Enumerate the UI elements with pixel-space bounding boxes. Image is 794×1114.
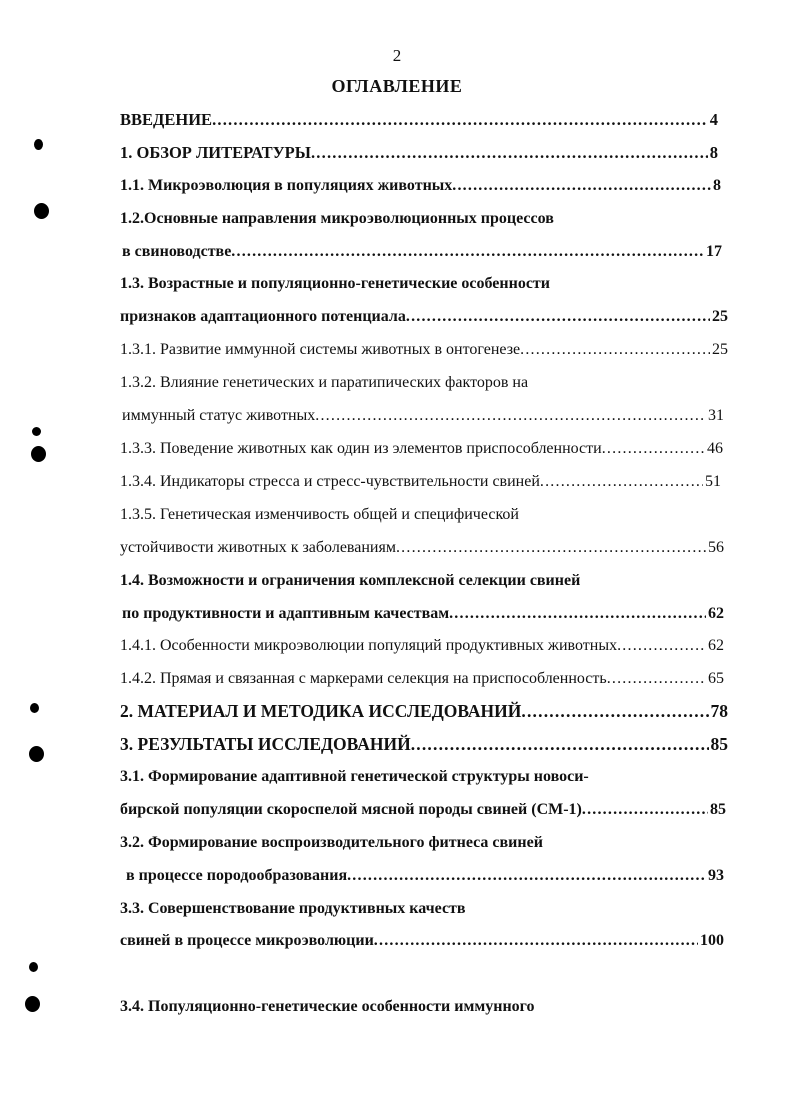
toc-leader-dots bbox=[602, 437, 705, 461]
toc-entry-page: 4 bbox=[709, 110, 718, 129]
toc-entry-page: 93 bbox=[708, 867, 724, 884]
toc-entry-page: 25 bbox=[712, 341, 728, 358]
toc-entry-3-3-line1: 3.3. Совершенствование продуктивных качеств bbox=[120, 900, 466, 917]
toc-entry-text: признаков адаптационного потенциала bbox=[120, 308, 406, 325]
toc-entry-text: 2. МАТЕРИАЛ И МЕТОДИКА ИССЛЕДОВАНИЙ bbox=[120, 701, 522, 721]
toc-entry-literature-review bbox=[120, 141, 718, 165]
toc-leader-dots bbox=[212, 108, 708, 132]
binder-hole-mark bbox=[31, 446, 46, 462]
toc-entry-1-3-3 bbox=[120, 437, 723, 461]
toc-entry-materials-methods bbox=[120, 699, 728, 723]
toc-leader-dots bbox=[520, 338, 710, 362]
toc-entry-1-3-line1: 1.3. Возрастные и популяционно-генетические особенности bbox=[120, 275, 550, 292]
toc-leader-dots bbox=[452, 174, 711, 198]
toc-entry-text: 3. РЕЗУЛЬТАТЫ ИССЛЕДОВАНИЙ bbox=[120, 734, 411, 754]
toc-entry-1-3-5-line2 bbox=[120, 536, 724, 560]
binder-hole-mark bbox=[29, 746, 44, 762]
toc-entry-1-3-2-line2 bbox=[122, 404, 724, 428]
toc-entry-1-2-line1: 1.2.Основные направления микроэволюционных процессов bbox=[120, 210, 554, 227]
toc-entry-1-3-2-line1: 1.3.2. Влияние генетических и паратипических факторов на bbox=[120, 374, 529, 391]
toc-entry-page: 51 bbox=[705, 473, 721, 490]
toc-leader-dots bbox=[449, 602, 706, 626]
toc-entry-1-3-5-line1: 1.3.5. Генетическая изменчивость общей и специфической bbox=[120, 506, 519, 523]
toc-entry-page: 8 bbox=[713, 177, 721, 194]
page-title: ОГЛАВЛЕНИЕ bbox=[331, 76, 463, 96]
toc-entry-1-4-2 bbox=[120, 667, 724, 691]
toc-entry-1-4-line2 bbox=[122, 602, 724, 626]
toc-entry-page: 100 bbox=[700, 932, 724, 949]
toc-entry-text: 1.3.3. Поведение животных как один из элементов приспособленности bbox=[120, 440, 602, 457]
binder-hole-mark bbox=[34, 139, 43, 150]
toc-entry-introduction bbox=[120, 108, 718, 132]
toc-leader-dots bbox=[406, 305, 710, 329]
toc-entry-page: 65 bbox=[708, 670, 724, 687]
toc-leader-dots bbox=[396, 536, 706, 560]
toc-leader-dots bbox=[347, 864, 706, 888]
toc-entry-text: в процессе породообразования bbox=[126, 867, 348, 884]
toc-entry-3-4-line1: 3.4. Популяционно-генетические особенности иммунного bbox=[120, 998, 535, 1015]
toc-entry-text: 1.3.4. Индикаторы стресса и стресс-чувствительности свиней bbox=[120, 473, 540, 490]
toc-entry-page: 8 bbox=[709, 143, 718, 162]
toc-leader-dots bbox=[411, 732, 709, 756]
toc-entry-text: 1.4.2. Прямая и связанная с маркерами селекция на приспособленность bbox=[120, 670, 607, 687]
binder-hole-mark bbox=[25, 996, 40, 1012]
toc-entry-1-2-line2 bbox=[122, 240, 722, 264]
toc-entry-1-4-line1: 1.4. Возможности и ограничения комплексной селекции свиней bbox=[120, 572, 581, 589]
toc-entry-page: 85 bbox=[710, 801, 726, 818]
toc-entry-text: 1.4.1. Особенности микроэволюции популяций продуктивных животных bbox=[120, 637, 618, 654]
toc-entry-page: 78 bbox=[710, 701, 728, 721]
binder-hole-mark bbox=[29, 962, 38, 972]
toc-leader-dots bbox=[521, 699, 708, 723]
toc-entry-page: 62 bbox=[708, 637, 724, 654]
binder-hole-mark bbox=[30, 703, 39, 713]
toc-entry-text: 1.1. Микроэволюция в популяциях животных bbox=[120, 177, 453, 194]
toc-entry-page: 56 bbox=[708, 539, 724, 556]
toc-entry-text: свиней в процессе микроэволюции bbox=[120, 932, 374, 949]
toc-entry-1-3-1 bbox=[120, 338, 728, 362]
toc-leader-dots bbox=[311, 141, 708, 165]
toc-entry-page: 62 bbox=[708, 605, 724, 622]
binder-hole-mark bbox=[32, 427, 41, 436]
toc-entry-text: бирской популяции скороспелой мясной породы свиней (СМ-1) bbox=[120, 801, 582, 818]
toc-leader-dots bbox=[231, 240, 704, 264]
toc-entry-3-1-line2 bbox=[120, 798, 726, 822]
toc-entry-results bbox=[120, 732, 728, 756]
toc-entry-text: в свиноводстве bbox=[122, 243, 232, 260]
toc-entry-page: 17 bbox=[706, 243, 722, 260]
toc-entry-3-3-line2 bbox=[120, 929, 724, 953]
toc-leader-dots bbox=[374, 929, 698, 953]
toc-entry-text: ВВЕДЕНИЕ bbox=[120, 110, 213, 129]
toc-entry-page: 46 bbox=[707, 440, 723, 457]
toc-entry-3-2-line2 bbox=[126, 864, 724, 888]
toc-entry-text: устойчивости животных к заболеваниям bbox=[120, 539, 396, 556]
toc-entry-3-2-line1: 3.2. Формирование воспроизводительного фитнеса свиней bbox=[120, 834, 543, 851]
toc-entry-text: 1. ОБЗОР ЛИТЕРАТУРЫ bbox=[120, 143, 311, 162]
toc-entry-1-3-line2 bbox=[120, 305, 728, 329]
toc-entry-1-3-4 bbox=[120, 470, 721, 494]
toc-entry-page: 25 bbox=[712, 308, 728, 325]
toc-leader-dots bbox=[315, 404, 706, 428]
toc-entry-page: 31 bbox=[708, 407, 724, 424]
toc-leader-dots bbox=[582, 798, 708, 822]
toc-entry-page: 85 bbox=[710, 734, 728, 754]
toc-entry-text: по продуктивности и адаптивным качествам bbox=[122, 605, 450, 622]
toc-entry-text: иммунный статус животных bbox=[122, 407, 316, 424]
toc-entry-text: 1.3.1. Развитие иммунной системы животных в онтогенезе bbox=[120, 341, 521, 358]
toc-leader-dots bbox=[540, 470, 703, 494]
page-number: 2 bbox=[392, 46, 402, 65]
binder-hole-mark bbox=[34, 203, 49, 219]
toc-entry-3-1-line1: 3.1. Формирование адаптивной генетической структуры новоси- bbox=[120, 768, 589, 785]
toc-entry-1-1 bbox=[120, 174, 721, 198]
toc-leader-dots bbox=[617, 634, 706, 658]
toc-leader-dots bbox=[607, 667, 706, 691]
toc-entry-1-4-1 bbox=[120, 634, 724, 658]
